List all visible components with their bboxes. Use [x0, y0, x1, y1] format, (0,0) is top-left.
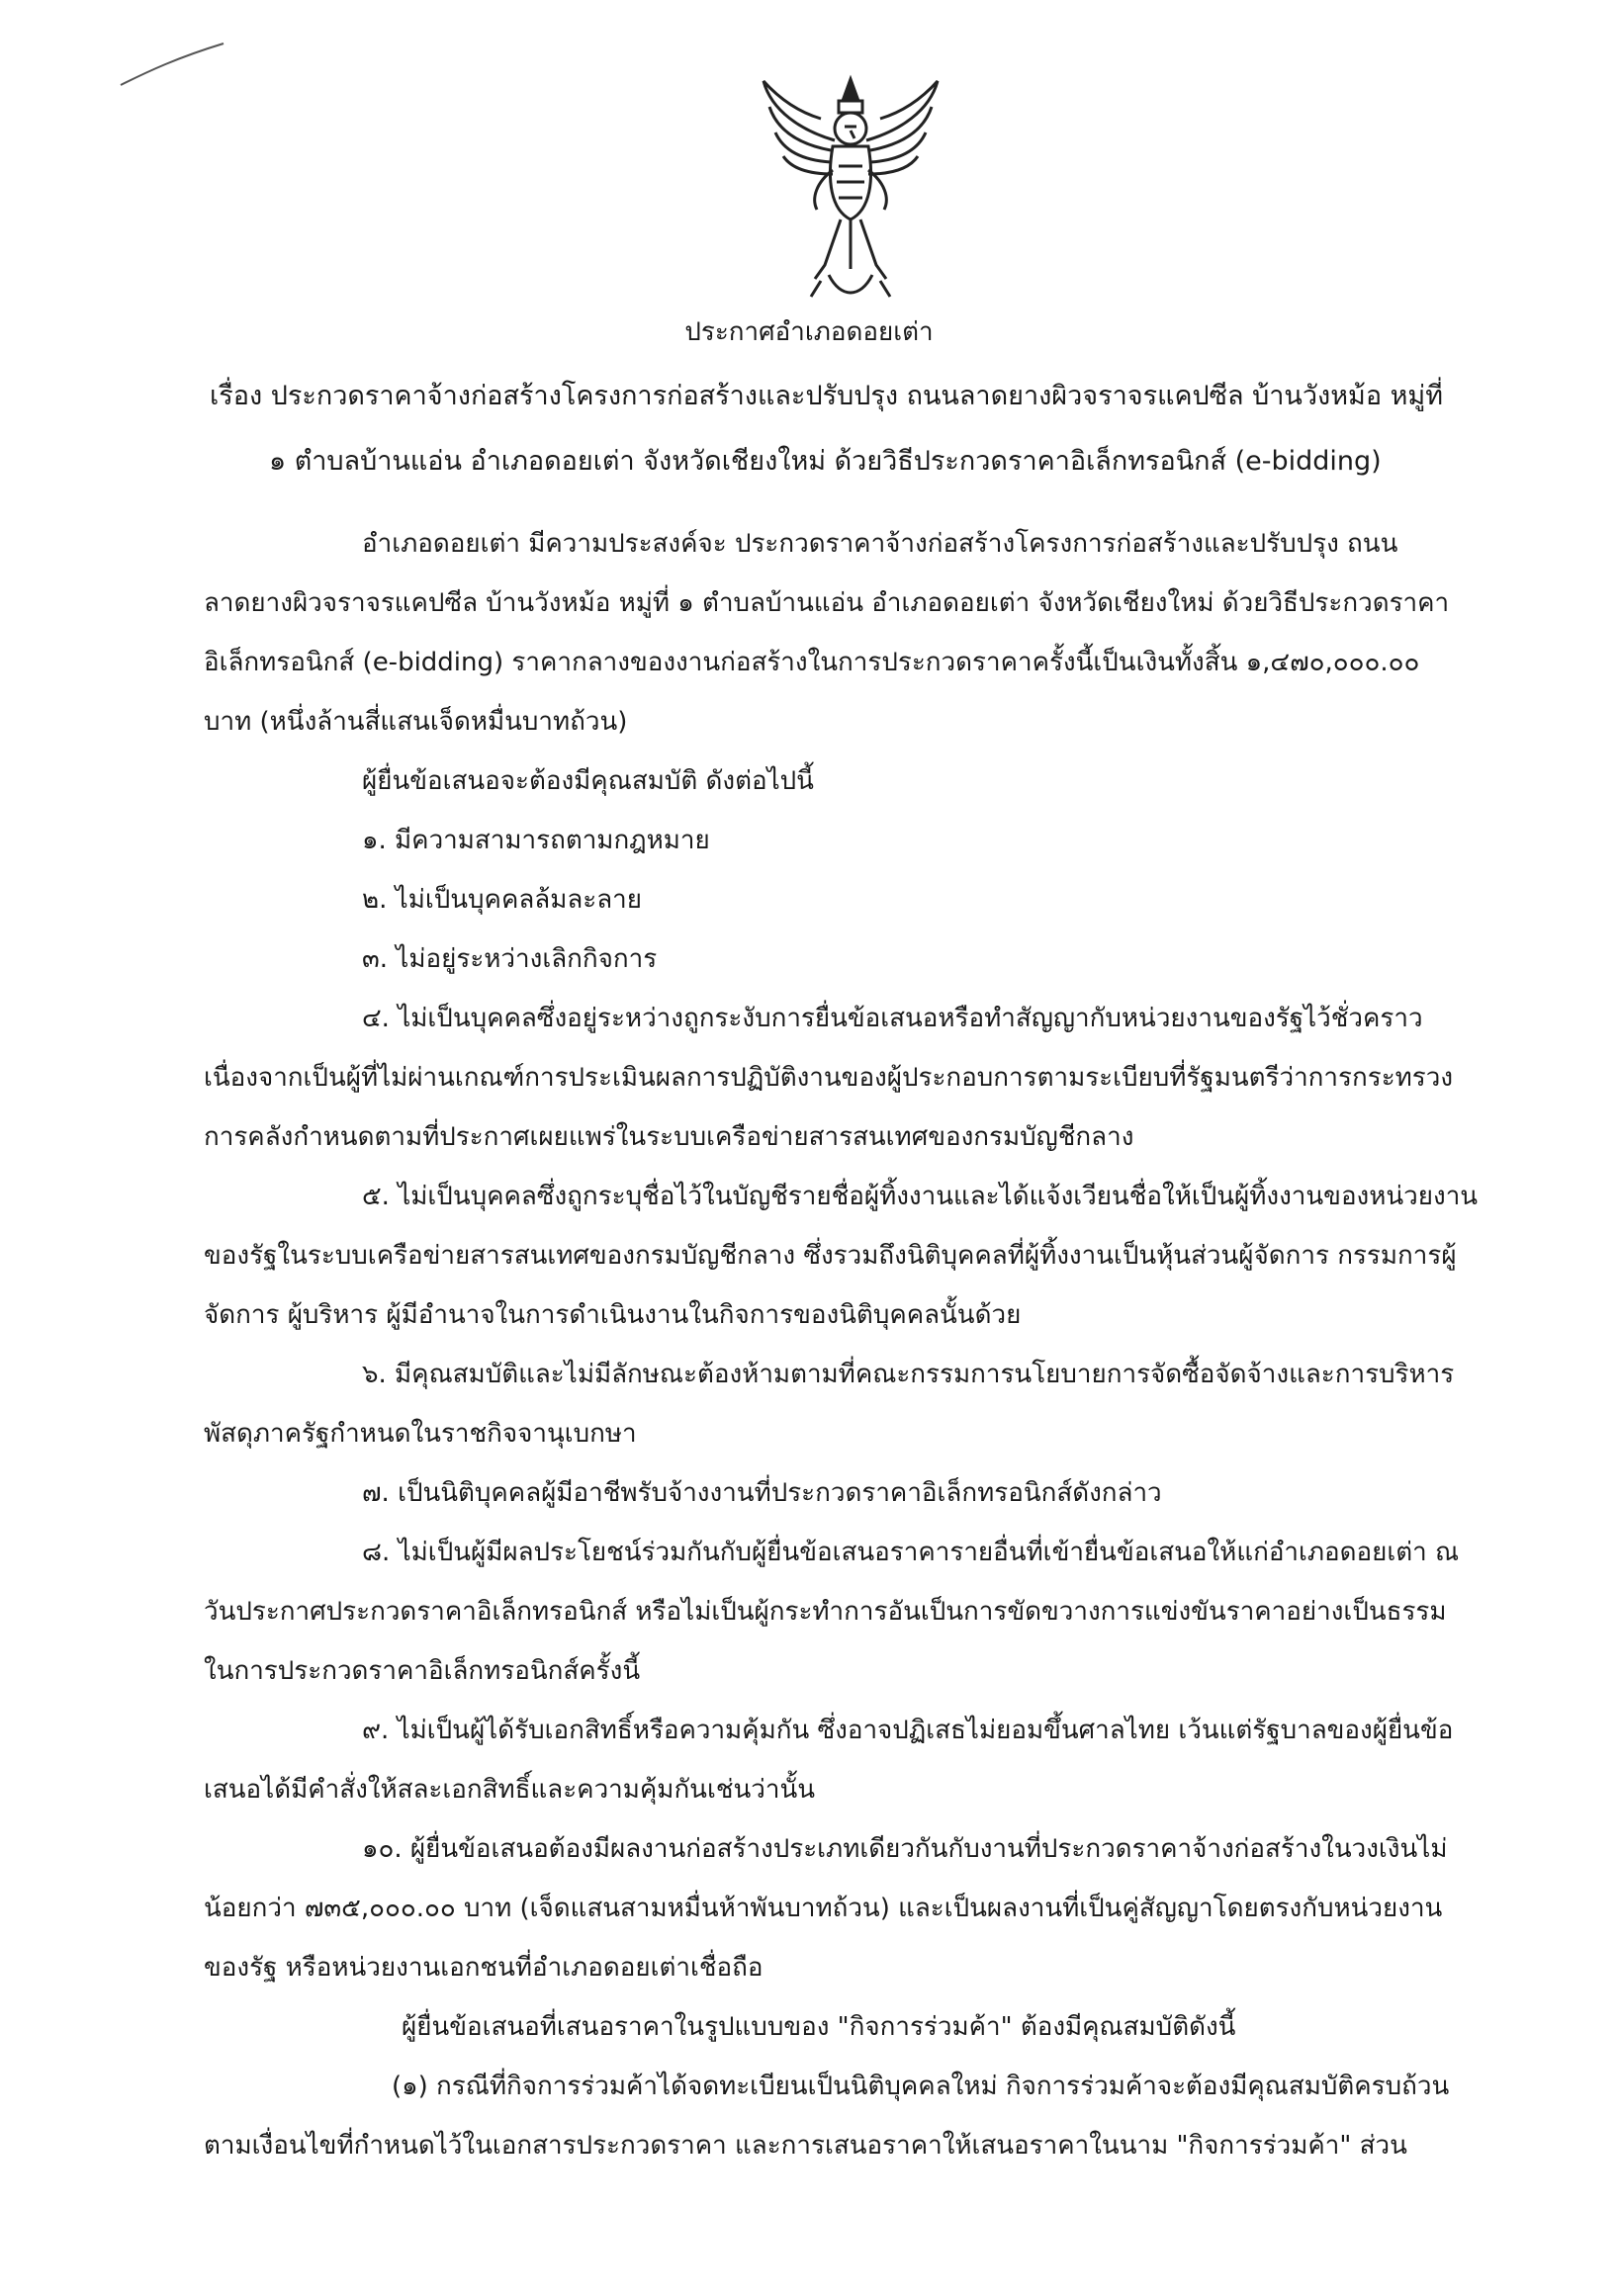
- body-line: ของรัฐ หรือหน่วยงานเอกชนที่อำเภอดอยเต่าเชื่อถือ: [204, 1953, 764, 1983]
- body-line: เสนอได้มีคำสั่งให้สละเอกสิทธิ์และความคุ้มกันเช่นว่านั้น: [204, 1775, 816, 1805]
- garuda-emblem-icon: [752, 71, 949, 309]
- body-line: (๑) กรณีที่กิจการร่วมค้าได้จดทะเบียนเป็นนิติบุคคลใหม่ กิจการร่วมค้าจะต้องมีคุณสมบัติครบถ้วน: [392, 2072, 1450, 2101]
- body-line: บาท (หนึ่งล้านสี่แสนเจ็ดหมื่นบาทถ้วน): [204, 707, 628, 737]
- body-line: ๔. ไม่เป็นบุคคลซึ่งอยู่ระหว่างถูกระงับการยื่นข้อเสนอหรือทำสัญญากับหน่วยงานของรัฐไว้ชั่วคราว: [362, 1004, 1423, 1033]
- body-line: วันประกาศประกวดราคาอิเล็กทรอนิกส์ หรือไม่เป็นผู้กระทำการอันเป็นการขัดขวางการแข่งขันราคาอย่างเป็นธรรม: [204, 1597, 1447, 1627]
- body-line: ๑๐. ผู้ยื่นข้อเสนอต้องมีผลงานก่อสร้างประเภทเดียวกันกับงานที่ประกวดราคาจ้างก่อสร้างในวงเงินไม่: [362, 1834, 1448, 1864]
- body-line: ผู้ยื่นข้อเสนอจะต้องมีคุณสมบัติ ดังต่อไปนี้: [362, 766, 814, 796]
- body-line: ๖. มีคุณสมบัติและไม่มีลักษณะต้องห้ามตามที่คณะกรรมการนโยบายการจัดซื้อจัดจ้างและการบริหาร: [362, 1360, 1455, 1389]
- body-line: ของรัฐในระบบเครือข่ายสารสนเทศของกรมบัญชีกลาง ซึ่งรวมถึงนิติบุคคลที่ผู้ทิ้งงานเป็นหุ้นส่วนผู้จัดการ กรรมการผู้: [204, 1241, 1457, 1271]
- body-line: ๘. ไม่เป็นผู้มีผลประโยชน์ร่วมกันกับผู้ยื่นข้อเสนอราคารายอื่นที่เข้ายื่นข้อเสนอให้แก่อำเภอดอยเต่า ณ: [362, 1538, 1460, 1567]
- subject-line: เรื่อง ประกวดราคาจ้างก่อสร้างโครงการก่อสร้างและปรับปรุง ถนนลาดยางผิวจราจรแคปซีล บ้านวังหม้อ หมู่ที่: [210, 381, 1444, 411]
- body-line: อิเล็กทรอนิกส์ (e-bidding) ราคากลางของงานก่อสร้างในการประกวดราคาครั้งนี้เป็นเงินทั้งสิ้น ๑,๔๗๐,๐๐๐.๐๐: [204, 648, 1420, 677]
- body-line: เนื่องจากเป็นผู้ที่ไม่ผ่านเกณฑ์การประเมินผลการปฏิบัติงานของผู้ประกอบการตามระเบียบที่รัฐมนตรีว่าการกระทรวง: [204, 1063, 1454, 1093]
- document-title: ประกาศอำเภอดอยเต่า: [684, 317, 934, 347]
- body-line: อำเภอดอยเต่า มีความประสงค์จะ ประกวดราคาจ้างก่อสร้างโครงการก่อสร้างและปรับปรุง ถนน: [362, 529, 1398, 559]
- body-line: ตามเงื่อนไขที่กำหนดไว้ในเอกสารประกวดราคา และการเสนอราคาให้เสนอราคาในนาม "กิจการร่วมค้า" ส่วน: [204, 2131, 1407, 2161]
- pen-stroke-mark: [119, 40, 227, 89]
- body-line: ๙. ไม่เป็นผู้ได้รับเอกสิทธิ์หรือความคุ้มกัน ซึ่งอาจปฏิเสธไม่ยอมขึ้นศาลไทย เว้นแต่รัฐบาลของผู้ยื่นข้อ: [362, 1716, 1454, 1745]
- body-line: ๗. เป็นนิติบุคคลผู้มีอาชีพรับจ้างงานที่ประกวดราคาอิเล็กทรอนิกส์ดังกล่าว: [362, 1478, 1162, 1508]
- body-line: ๒. ไม่เป็นบุคคลล้มละลาย: [362, 885, 643, 915]
- document-body: [204, 514, 1519, 2175]
- body-line: จัดการ ผู้บริหาร ผู้มีอำนาจในการดำเนินงานในกิจการของนิติบุคคลนั้นด้วย: [204, 1300, 1022, 1330]
- body-line: ๑. มีความสามารถตามกฎหมาย: [362, 826, 710, 855]
- body-line: ๕. ไม่เป็นบุคคลซึ่งถูกระบุชื่อไว้ในบัญชีรายชื่อผู้ทิ้งงานและได้แจ้งเวียนชื่อให้เป็นผู้ทิ้งงานของหน่วยงาน: [362, 1182, 1479, 1211]
- body-line: พัสดุภาครัฐกำหนดในราชกิจจานุเบกษา: [204, 1419, 637, 1449]
- document-subject: [210, 364, 1470, 494]
- body-line: การคลังกำหนดตามที่ประกาศเผยแพร่ในระบบเครือข่ายสารสนเทศของกรมบัญชีกลาง: [204, 1122, 1134, 1152]
- body-line: ผู้ยื่นข้อเสนอที่เสนอราคาในรูปแบบของ "กิจการร่วมค้า" ต้องมีคุณสมบัติดังนี้: [402, 2012, 1236, 2042]
- body-line: น้อยกว่า ๗๓๕,๐๐๐.๐๐ บาท (เจ็ดแสนสามหมื่นห้าพันบาทถ้วน) และเป็นผลงานที่เป็นคู่สัญญาโดยตรงกับหน่วยงาน: [204, 1894, 1443, 1923]
- body-line: ลาดยางผิวจราจรแคปซีล บ้านวังหม้อ หมู่ที่ ๑ ตำบลบ้านแอ่น อำเภอดอยเต่า จังหวัดเชียงใหม่ ด้วยวิธีประกวดราคา: [204, 588, 1450, 618]
- body-line: ๓. ไม่อยู่ระหว่างเลิกกิจการ: [362, 944, 658, 974]
- body-line: ในการประกวดราคาอิเล็กทรอนิกส์ครั้งนี้: [204, 1656, 641, 1686]
- subject-line: ๑ ตำบลบ้านแอ่น อำเภอดอยเต่า จังหวัดเชียงใหม่ ด้วยวิธีประกวดราคาอิเล็กทรอนิกส์ (e-bidding): [269, 446, 1382, 477]
